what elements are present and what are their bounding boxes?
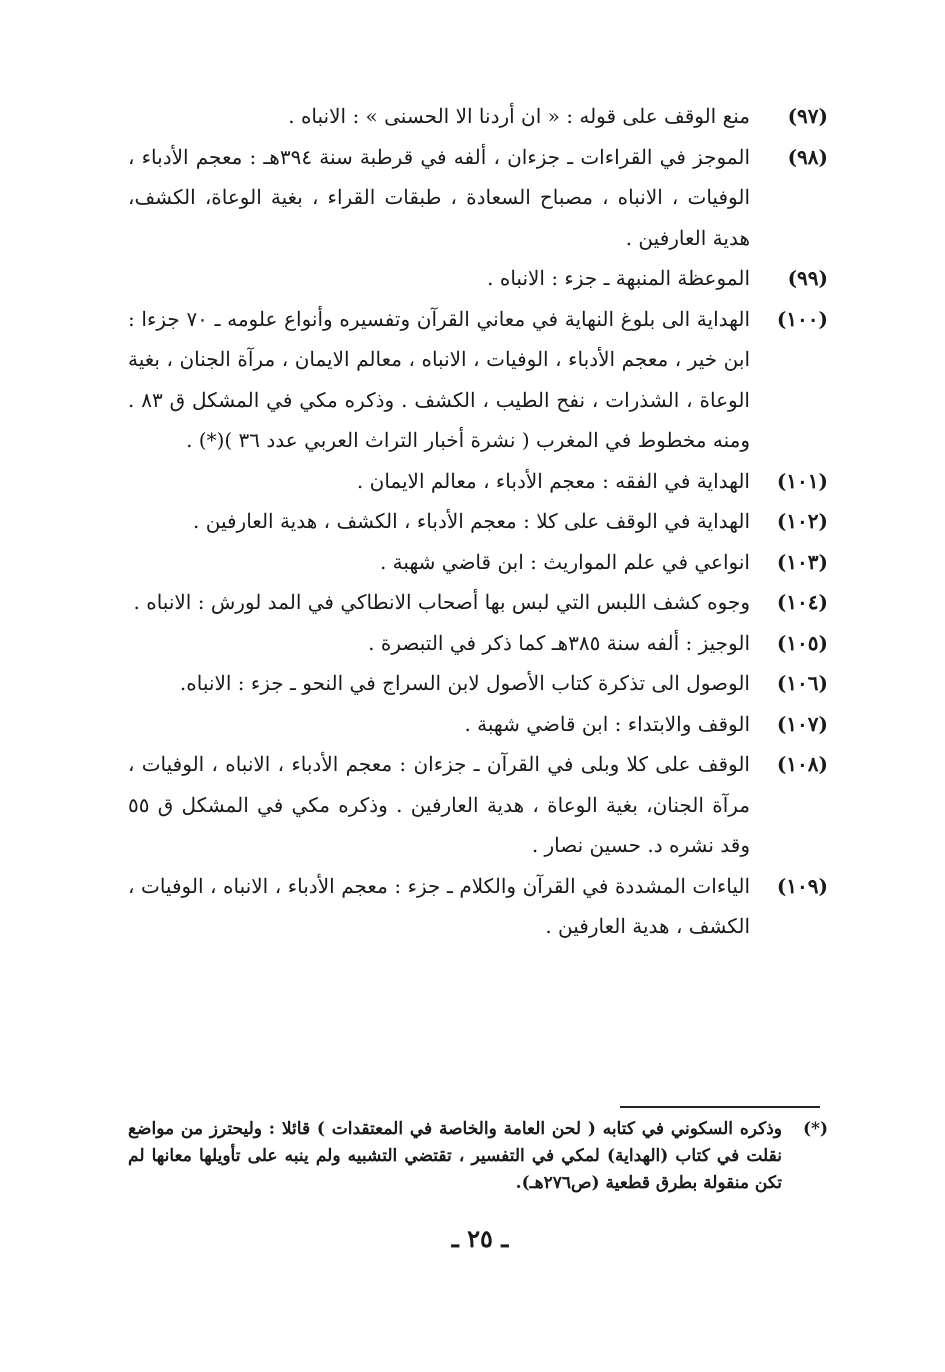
entry-text: الهداية في الفقه : معجم الأدباء ، معالم الايمان . — [356, 468, 750, 493]
list-item — [128, 744, 828, 866]
entry-number: (١٠١) — [776, 468, 828, 493]
list-item — [128, 582, 828, 623]
list-item — [128, 258, 828, 299]
entry-text: الوجيز : ألفه سنة ٣٨٥هـ كما ذكر في التبصرة . — [368, 630, 750, 655]
entry-number: (١٠٧) — [776, 711, 828, 736]
entry-text: منع الوقف على قوله : « ان أردنا الا الحسنى » : الانباه . — [288, 104, 750, 128]
entry-text: الوقف والابتداء : ابن قاضي شهبة . — [464, 711, 750, 736]
list-item — [128, 663, 828, 704]
entry-number: (١٠٩) — [776, 873, 828, 898]
list-item — [128, 704, 828, 745]
list-item — [128, 501, 828, 542]
entry-text: الوصول الى تذكرة كتاب الأصول لابن السراج في النحو ـ جزء : الانباه. — [179, 671, 750, 695]
entry-number: (٩٧) — [787, 104, 828, 128]
entry-text: الموجز في القراءات ـ جزءان ، ألفه في قرطبة سنة ٣٩٤هـ : معجم الأدباء ، الوفيات ، الانباه ، مصباح السعادة ، طبقات القراء ، بغية الوعاة، الكشف، هدية العارفين . — [128, 144, 751, 250]
entry-number: (٩٨) — [787, 144, 828, 169]
entry-text: انواعي في علم المواريث : ابن قاضي شهبة . — [379, 549, 750, 574]
list-item — [128, 96, 828, 137]
entry-text: الياءات المشددة في القرآن والكلام ـ جزء : معجم الأدباء ، الانباه ، الوفيات ، الكشف ، هدية العارفين . — [128, 873, 750, 938]
entry-text: الهداية الى بلوغ النهاية في معاني القرآن وتفسيره وأنواع علومه ـ ٧٠ جزءا : ابن خير ، معجم الأدباء ، الوفيات ، الانباه ، معالم الايمان ، مرآة الجنان ، بغية الوعاة ، الشذرات ، نفح الطيب ، الكشف . وذكره مكي في المشكل ق ٨٣ . ومنه مخطوط في المغرب ( نشرة أخبار التراث العربي عدد ٣٦ )(*) . — [128, 306, 750, 452]
bibliography-list — [128, 96, 828, 947]
list-item — [128, 299, 828, 461]
entry-text: الموعظة المنبهة ـ جزء : الانباه . — [487, 266, 750, 290]
entry-number: (١٠٨) — [776, 752, 828, 776]
list-item — [128, 461, 828, 502]
entry-text: الوقف على كلا وبلى في القرآن ـ جزءان : معجم الأدباء ، الانباه ، الوفيات ، مرآة الجنان، بغية الوعاة ، هدية العارفين . وذكره مكي في المشكل ق ٥٥ وقد نشره د. حسين نصار . — [128, 752, 750, 857]
entry-number: (١٠٤) — [776, 590, 828, 614]
footnote-text: وذكره السكوني في كتابه ( لحن العامة والخاصة في المعتقدات ) قائلا : وليحترز من مواضع نقلت في كتاب (الهداية) لمكي في التفسير ، تقتضي التشبيه ولم ينبه على تأويلها معانها لم تكن منقولة بطرق قطعية (ص٢٧٦هـ). — [128, 1119, 782, 1193]
page-number: ـ ٢٥ ـ — [451, 1224, 509, 1253]
footnote — [128, 1116, 828, 1197]
entry-text: وجوه كشف اللبس التي لبس بها أصحاب الانطاكي في المد لورش : الانباه . — [133, 590, 750, 614]
entry-number: (١٠٢) — [776, 509, 828, 533]
list-item — [128, 542, 828, 583]
entry-text: الهداية في الوقف على كلا : معجم الأدباء ، الكشف ، هدية العارفين . — [193, 509, 750, 533]
list-item — [128, 137, 828, 259]
entry-number: (١٠٥) — [776, 630, 828, 655]
list-item — [128, 866, 828, 947]
entry-number: (٩٩) — [787, 266, 828, 290]
footnote-mark: (*) — [803, 1119, 828, 1139]
entry-number: (١٠٠) — [776, 306, 828, 331]
list-item — [128, 623, 828, 664]
footnote-divider — [620, 1106, 820, 1108]
entry-number: (١٠٦) — [776, 671, 828, 695]
entry-number: (١٠٣) — [776, 549, 828, 574]
